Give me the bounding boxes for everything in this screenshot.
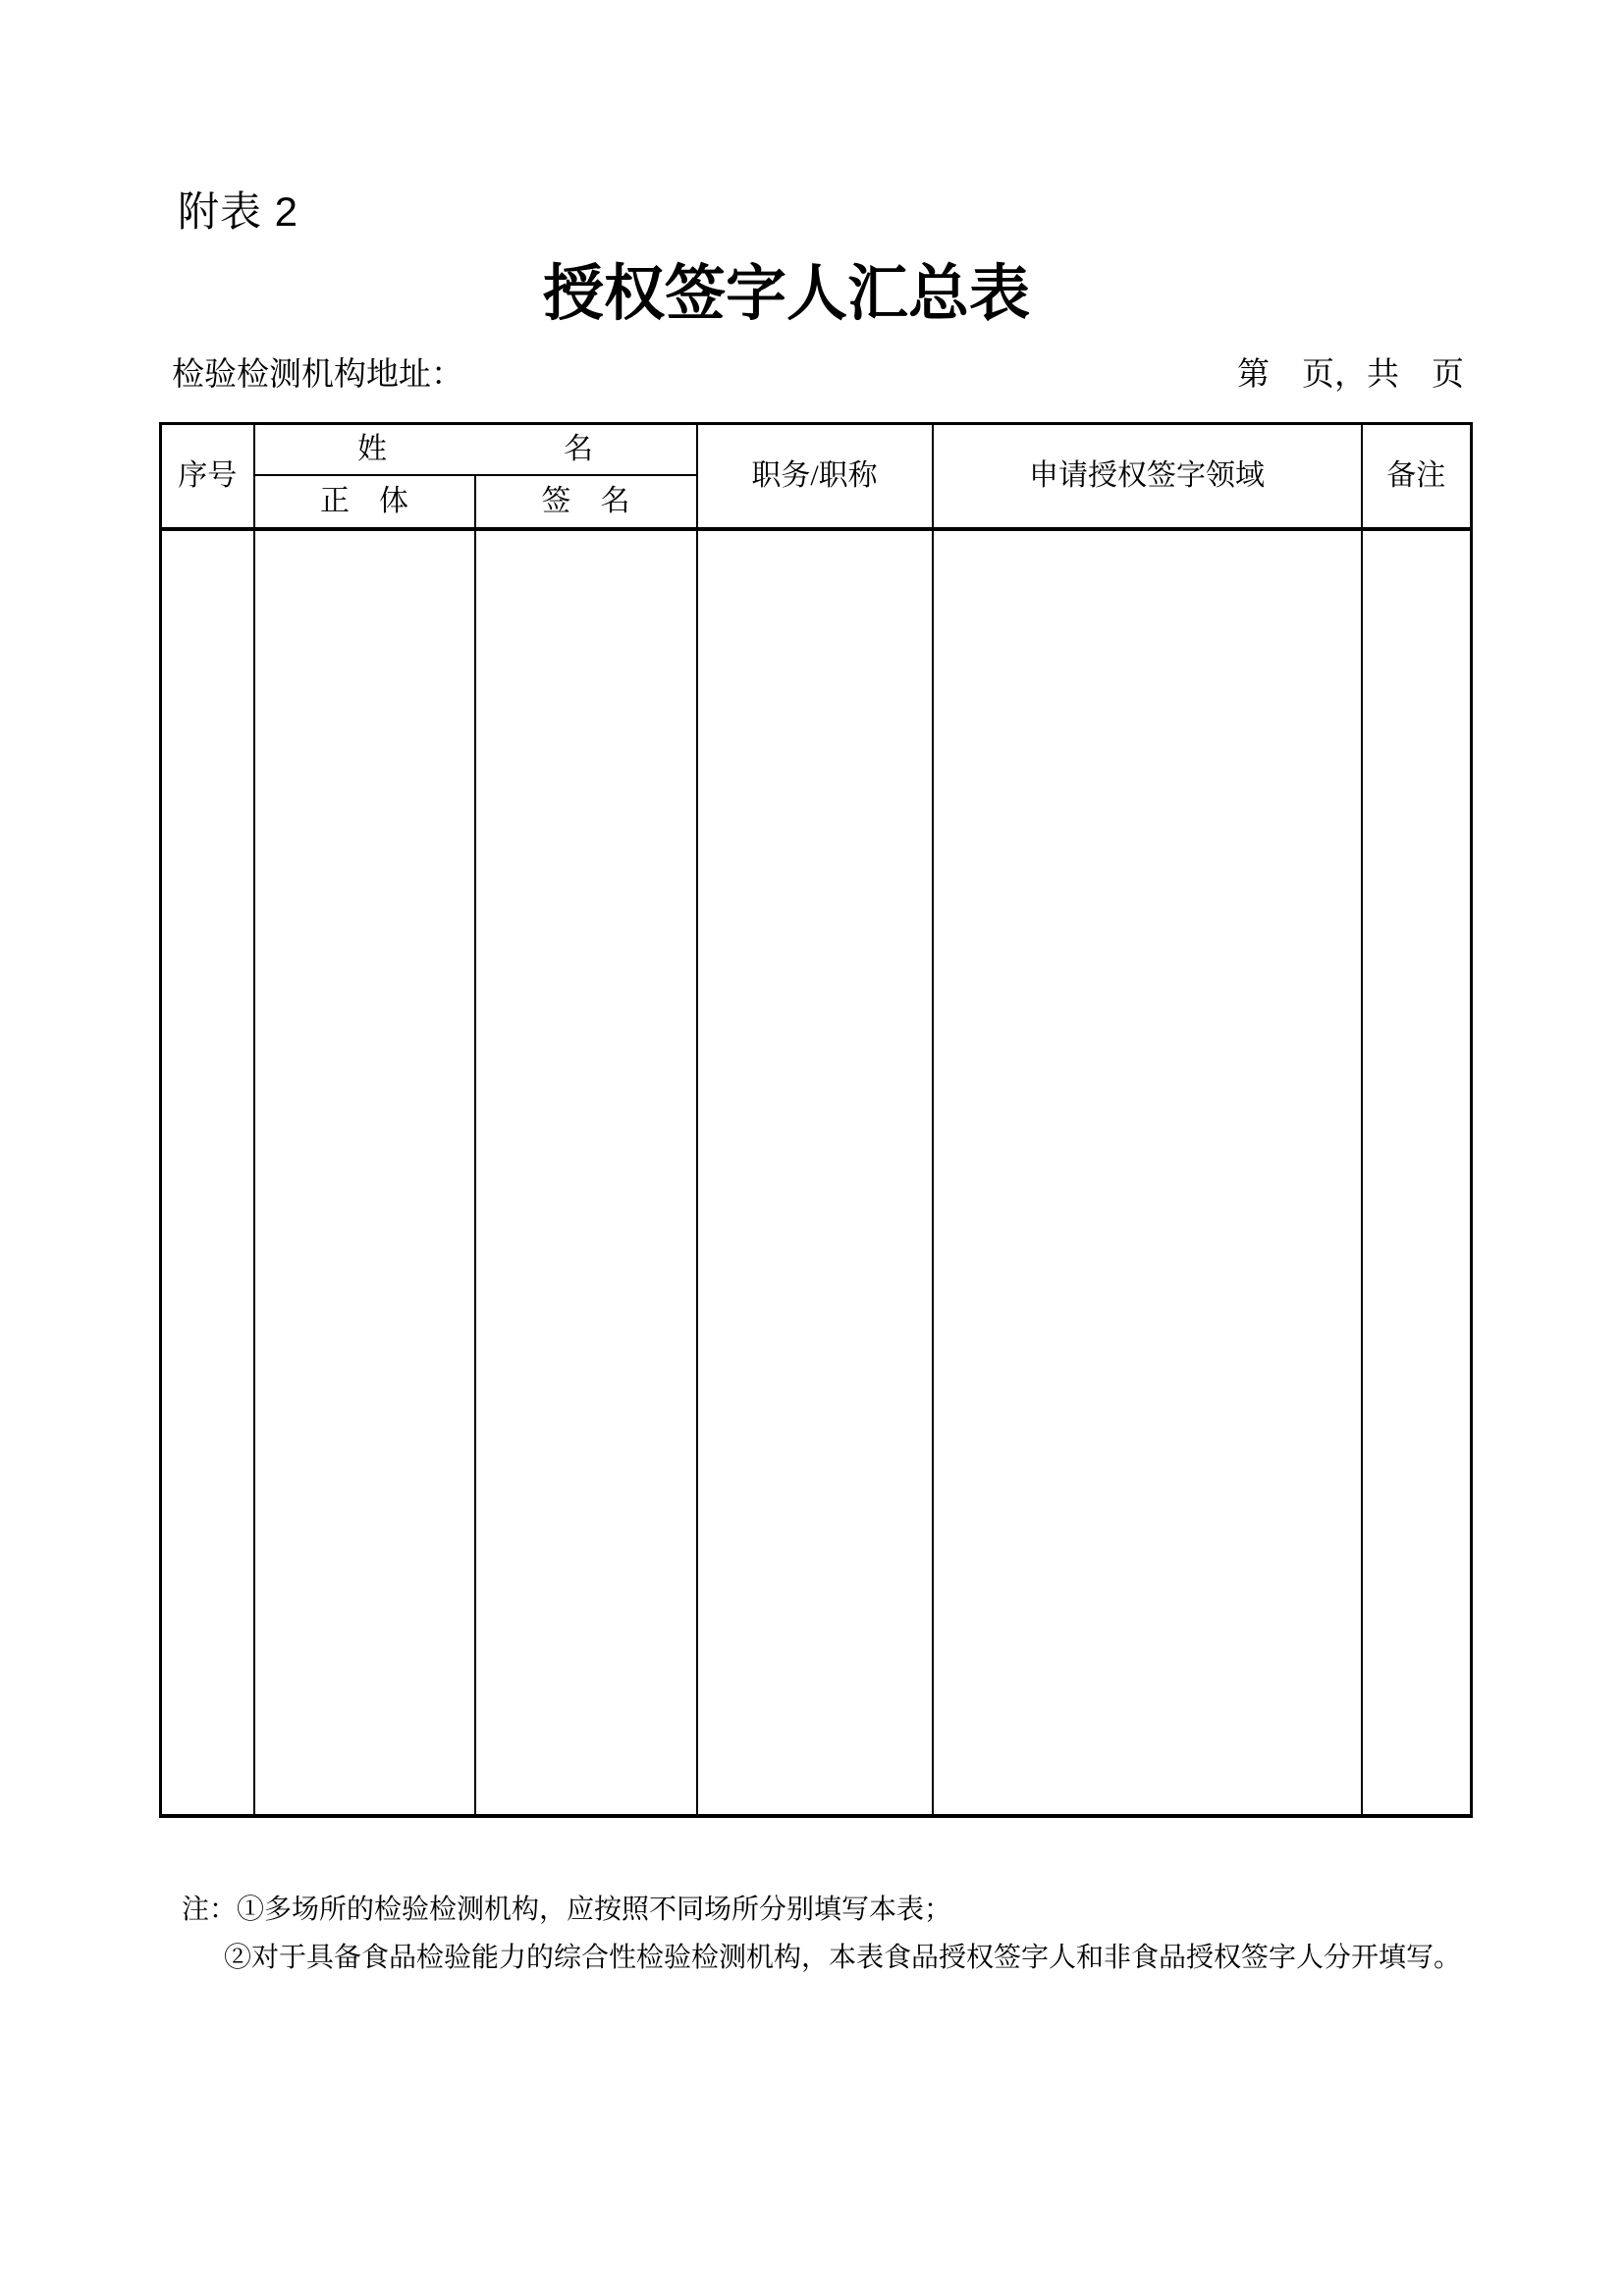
signatory-table [159,422,1473,1818]
header-row-1 [161,424,1472,475]
note-item-2: ②对于具备食品检验能力的综合性检验检测机构，本表食品授权签字人和非食品授权签字人分开填写。 [224,1943,1462,1973]
cell-name-signature [475,529,697,1816]
page-title: 授权签字人汇总表 [543,260,1031,328]
col-header-position-title: 职务/职称 [697,424,933,529]
col-header-name-print: 正 体 [254,475,475,529]
table-row [161,529,1472,1816]
table-body [161,529,1472,1816]
institution-address-label: 检验检测机构地址： [172,357,463,393]
page-indicator: 第 页，共 页 [1237,357,1464,393]
col-header-authorized-scope: 申请授权签字领域 [933,424,1362,529]
table-header [161,424,1472,529]
col-header-name-group: 姓 名 [254,424,697,475]
cell-name-print [254,529,475,1816]
col-header-name-signature: 签 名 [475,475,697,529]
cell-authorized-scope [933,529,1362,1816]
col-header-remarks: 备注 [1362,424,1472,529]
appendix-label: 附表 2 [178,188,299,235]
col-header-serial: 序号 [161,424,254,529]
notes-line-1 [182,1894,951,1927]
cell-position-title [697,529,933,1816]
note-item-1: ①多场所的检验检测机构，应按照不同场所分别填写本表； [237,1895,952,1925]
notes-label: 注： [182,1895,238,1925]
cell-remarks [1362,529,1472,1816]
cell-serial [161,529,254,1816]
